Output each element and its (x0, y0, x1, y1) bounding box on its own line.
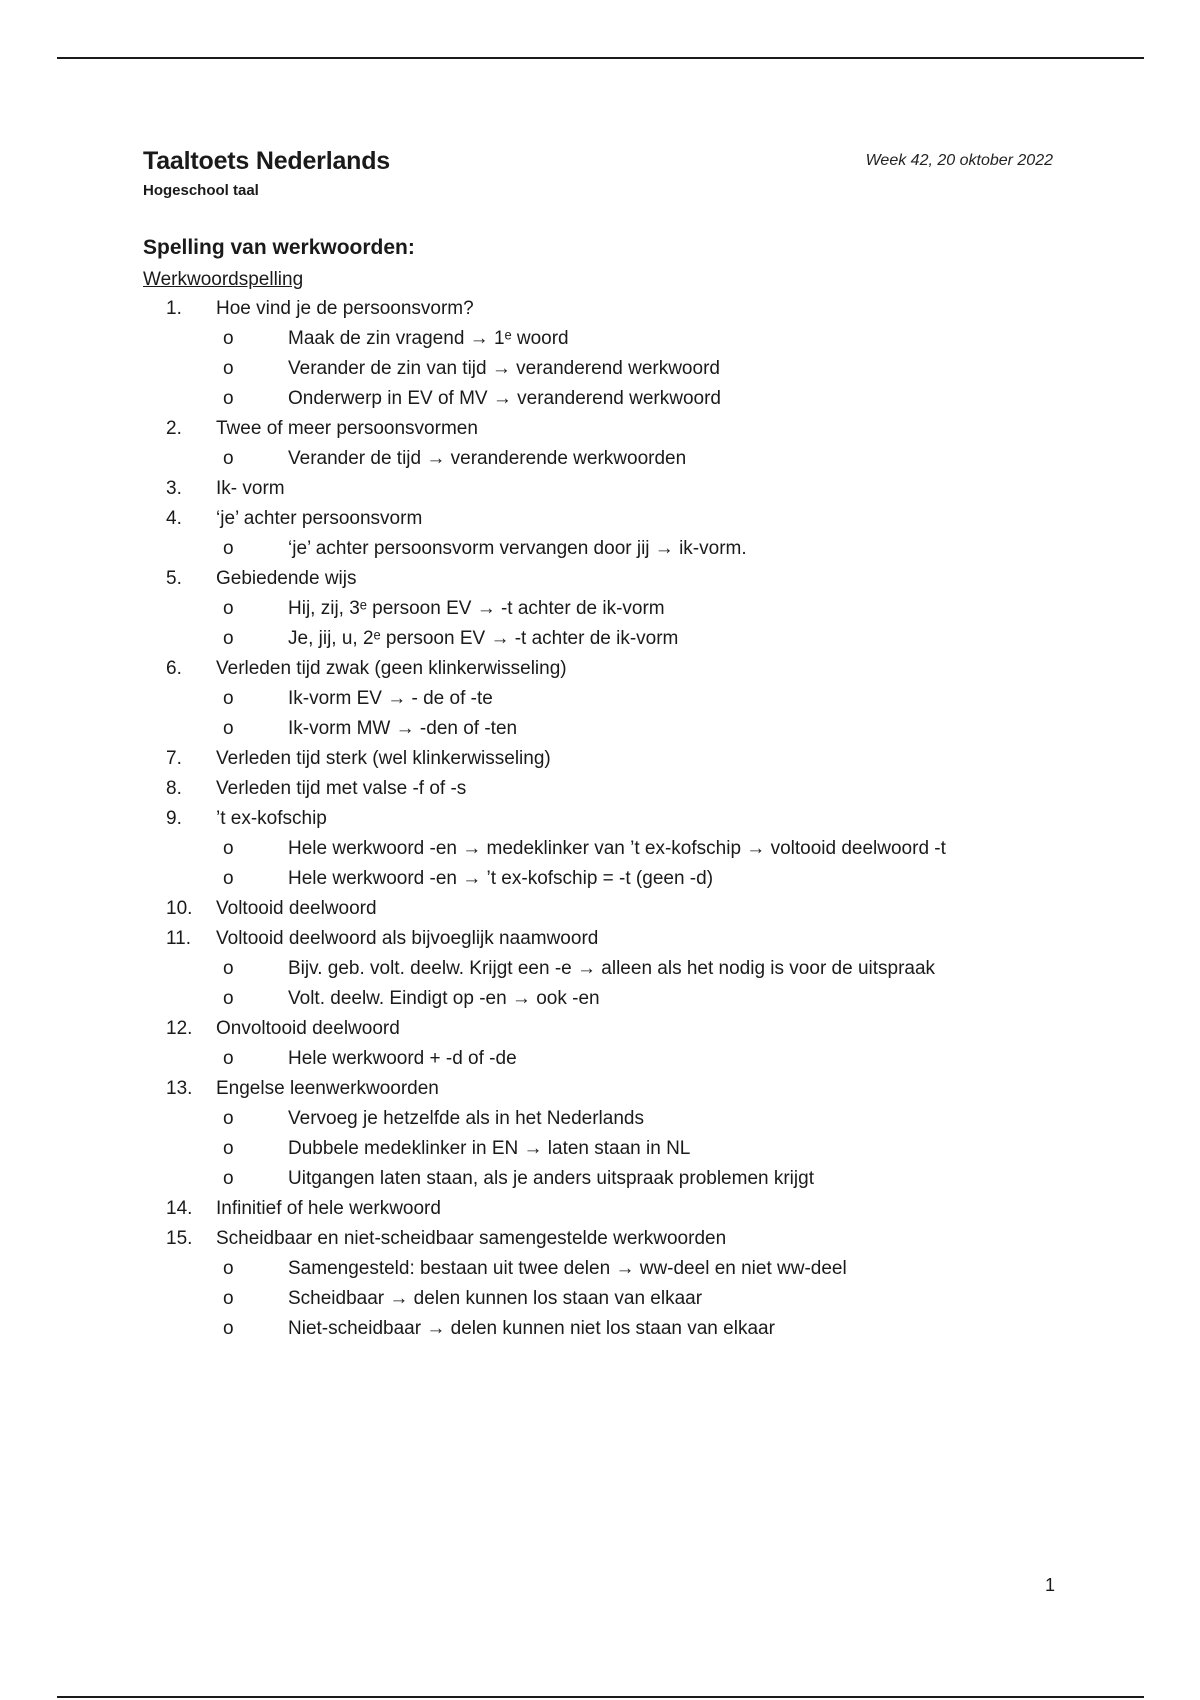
rules-list (143, 294, 1063, 1344)
sub-list (216, 534, 1063, 564)
sub-list-item (216, 1134, 1063, 1164)
list-item (143, 1224, 1063, 1344)
sub-list-item (216, 384, 1063, 414)
bullet-icon: o (223, 1258, 234, 1279)
list-item (143, 1074, 1063, 1194)
sub-list-item-text: Uitgangen laten staan, als je anders uitspraak problemen krijgt (288, 1168, 814, 1189)
sub-list (216, 1104, 1063, 1194)
bullet-icon: o (223, 1048, 234, 1069)
sub-list-item-text: ‘je’ achter persoonsvorm vervangen door jij → ik-vorm. (288, 538, 747, 559)
list-item (143, 804, 1063, 894)
list-number: 13. (166, 1078, 193, 1099)
sub-list-item-text: Dubbele medeklinker in EN → laten staan in NL (288, 1138, 691, 1159)
list-item-text: Voltooid deelwoord als bijvoeglijk naamwoord (216, 928, 599, 949)
list-number: 9. (166, 808, 182, 829)
list-number: 2. (166, 418, 182, 439)
list-item (143, 504, 1063, 564)
list-item (143, 474, 1063, 504)
list-item (143, 654, 1063, 744)
list-item (143, 414, 1063, 474)
list-number: 14. (166, 1198, 193, 1219)
list-item (143, 564, 1063, 654)
list-number: 7. (166, 748, 182, 769)
list-item (143, 294, 1063, 414)
sub-list-item-text: Verander de tijd → veranderende werkwoorden (288, 448, 687, 469)
sub-list-item (216, 864, 1063, 894)
sub-list-item (216, 534, 1063, 564)
bullet-icon: o (223, 538, 234, 559)
sub-list-item-text: Samengesteld: bestaan uit twee delen → ww-deel en niet ww-deel (288, 1258, 847, 1279)
sub-list-item-text: Vervoeg je hetzelfde als in het Nederlands (288, 1108, 644, 1129)
list-item-text: Gebiedende wijs (216, 568, 357, 589)
bullet-icon: o (223, 1138, 234, 1159)
bullet-icon: o (223, 358, 234, 379)
sub-list-item (216, 1254, 1063, 1284)
list-item-text: Engelse leenwerkwoorden (216, 1078, 439, 1099)
list-item (143, 894, 1063, 924)
list-item (143, 744, 1063, 774)
sub-list-item-text: Hele werkwoord -en → ’t ex-kofschip = -t (geen -d) (288, 868, 714, 889)
sub-list-item (216, 834, 1063, 864)
bullet-icon: o (223, 718, 234, 739)
list-item-text: Voltooid deelwoord (216, 898, 377, 919)
sub-list-item-text: Maak de zin vragend → 1ᵉ woord (288, 328, 569, 349)
document-date: Week 42, 20 oktober 2022 (865, 152, 1053, 169)
sub-list-item-text: Hele werkwoord + -d of -de (288, 1048, 517, 1069)
sub-list-item-text: Hij, zij, 3ᵉ persoon EV → -t achter de ik-vorm (288, 598, 665, 619)
bullet-icon: o (223, 598, 234, 619)
document-header (143, 143, 1053, 203)
sub-list-item-text: Ik-vorm EV → - de of -te (288, 688, 493, 709)
sub-list-item (216, 954, 1063, 984)
list-number: 3. (166, 478, 182, 499)
sub-list-item (216, 354, 1063, 384)
sub-list-item (216, 1164, 1063, 1194)
sub-list-item (216, 324, 1063, 354)
sub-list-item-text: Je, jij, u, 2ᵉ persoon EV → -t achter de ik-vorm (288, 628, 679, 649)
list-item-text: ‘je’ achter persoonsvorm (216, 508, 423, 529)
section-title: Spelling van werkwoorden: (143, 236, 415, 259)
sub-list (216, 324, 1063, 414)
sub-list (216, 1254, 1063, 1344)
sub-list (216, 954, 1063, 1014)
sub-list-item (216, 984, 1063, 1014)
bullet-icon: o (223, 448, 234, 469)
list-item-text: Scheidbaar en niet-scheidbaar samengestelde werkwoorden (216, 1228, 727, 1249)
list-number: 1. (166, 298, 182, 319)
bullet-icon: o (223, 1168, 234, 1189)
sub-list (216, 834, 1063, 894)
sub-list-item (216, 624, 1063, 654)
list-item (143, 1014, 1063, 1074)
list-number: 11. (166, 928, 192, 949)
list-item-text: Verleden tijd sterk (wel klinkerwisseling) (216, 748, 551, 769)
list-item-text: Ik- vorm (216, 478, 285, 499)
list-number: 12. (166, 1018, 193, 1039)
list-number: 6. (166, 658, 182, 679)
bullet-icon: o (223, 628, 234, 649)
list-item-text: Verleden tijd met valse -f of -s (216, 778, 467, 799)
sub-list-item-text: Hele werkwoord -en → medeklinker van ’t ex-kofschip → voltooid deelwoord -t (288, 838, 946, 859)
sub-list-item (216, 1104, 1063, 1134)
document-subtitle: Hogeschool taal (143, 182, 259, 199)
sub-list-item (216, 684, 1063, 714)
list-number: 15. (166, 1228, 193, 1249)
list-item-text: Onvoltooid deelwoord (216, 1018, 400, 1039)
sub-list-item (216, 1284, 1063, 1314)
sub-list-item-text: Bijv. geb. volt. deelw. Krijgt een -e → alleen als het nodig is voor de uitspraak (288, 958, 936, 979)
list-item (143, 774, 1063, 804)
sub-list-item-text: Onderwerp in EV of MV → veranderend werkwoord (288, 388, 721, 409)
sub-list (216, 444, 1063, 474)
bullet-icon: o (223, 958, 234, 979)
list-number: 10. (166, 898, 193, 919)
sub-list-item (216, 714, 1063, 744)
list-item-text: Hoe vind je de persoonsvorm? (216, 298, 474, 319)
page-number: 1 (1045, 1575, 1056, 1595)
sub-list (216, 594, 1063, 654)
bullet-icon: o (223, 1318, 234, 1339)
bullet-icon: o (223, 688, 234, 709)
bullet-icon: o (223, 1108, 234, 1129)
bullet-icon: o (223, 988, 234, 1009)
document-body (143, 231, 1063, 1344)
list-item-text: Twee of meer persoonsvormen (216, 418, 478, 439)
sub-list-item-text: Verander de zin van tijd → veranderend werkwoord (288, 358, 720, 379)
bullet-icon: o (223, 328, 234, 349)
list-item-text: ’t ex-kofschip (216, 808, 327, 829)
list-item (143, 924, 1063, 1014)
sub-list-item-text: Volt. deelw. Eindigt op -en → ook -en (288, 988, 600, 1009)
top-rule (57, 57, 1144, 59)
sub-list-item (216, 594, 1063, 624)
list-item (143, 1194, 1063, 1224)
document-title: Taaltoets Nederlands (143, 147, 391, 175)
bottom-rule (57, 1696, 1144, 1698)
sub-list (216, 684, 1063, 744)
list-item-text: Verleden tijd zwak (geen klinkerwisseling) (216, 658, 567, 679)
sub-list-item (216, 1314, 1063, 1344)
sub-list-item (216, 444, 1063, 474)
sub-list-item-text: Niet-scheidbaar → delen kunnen niet los staan van elkaar (288, 1318, 775, 1339)
sub-list-item-text: Ik-vorm MW → -den of -ten (288, 718, 518, 739)
sub-list-item-text: Scheidbaar → delen kunnen los staan van elkaar (288, 1288, 703, 1309)
list-number: 8. (166, 778, 182, 799)
sub-list-item (216, 1044, 1063, 1074)
bullet-icon: o (223, 388, 234, 409)
subsection-title: Werkwoordspelling (143, 269, 304, 290)
bullet-icon: o (223, 838, 234, 859)
sub-list (216, 1044, 1063, 1074)
bullet-icon: o (223, 1288, 234, 1309)
bullet-icon: o (223, 868, 234, 889)
list-number: 5. (166, 568, 182, 589)
list-item-text: Infinitief of hele werkwoord (216, 1198, 441, 1219)
list-number: 4. (166, 508, 182, 529)
